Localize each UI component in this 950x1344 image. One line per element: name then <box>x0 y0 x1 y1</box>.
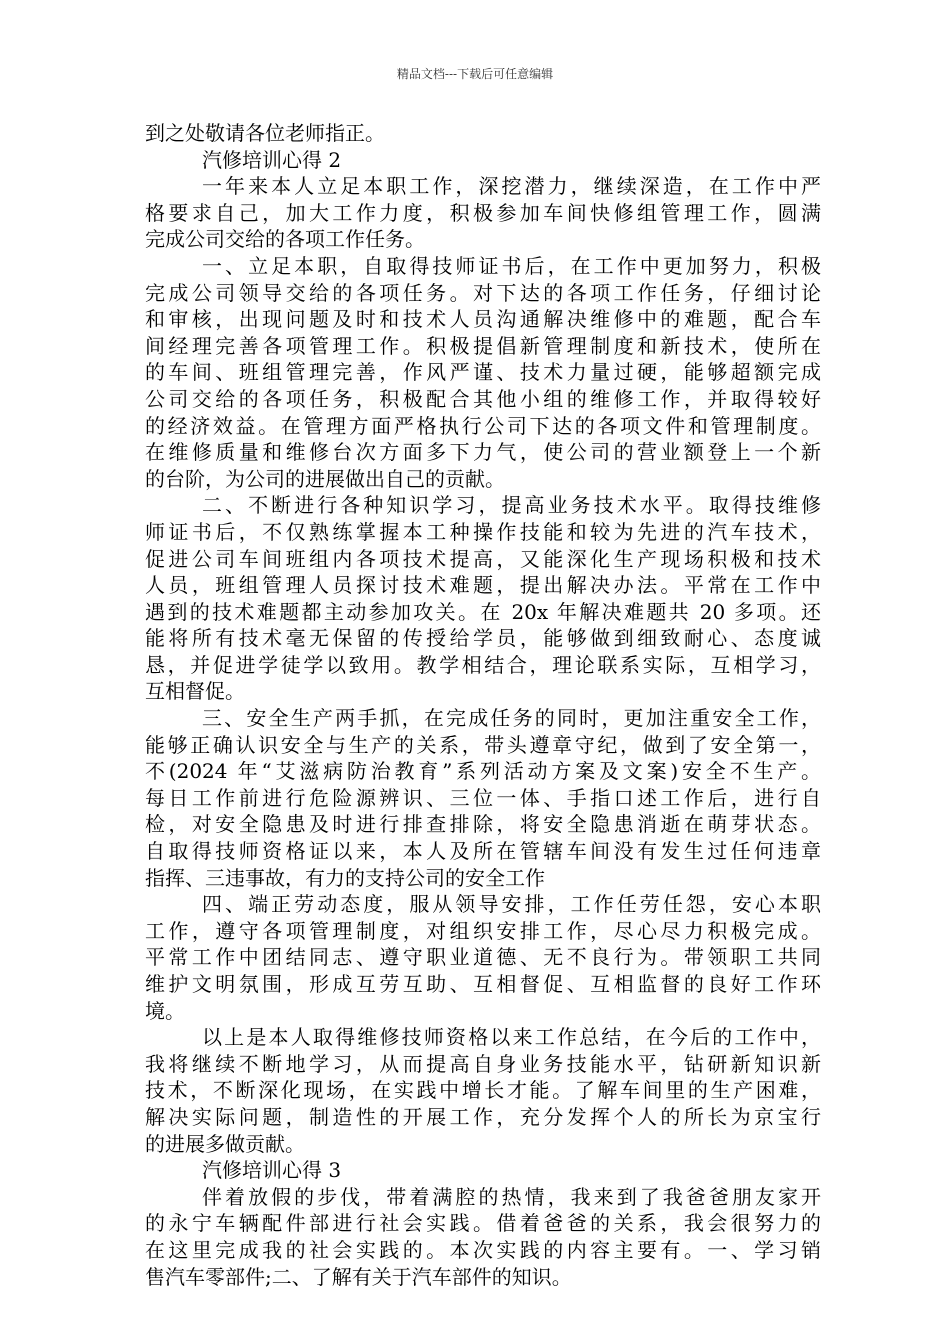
text-line: 检，对安全隐患及时进行排查排除，将安全隐患消逝在萌芽状态。 <box>145 812 821 837</box>
text-line: 四、端正劳动态度，服从领导安排，工作任劳任怨，安心本职 <box>202 892 821 917</box>
text-line: 我将继续不断地学习，从而提高自身业务技能水平，钻研新知识新 <box>145 1051 821 1076</box>
text-line: 能够正确认识安全与生产的关系，带头遵章守纪，做到了安全第一， <box>145 732 821 757</box>
text-line: 每日工作前进行危险源辨识、三位一体、手指口述工作后，进行自 <box>145 785 821 810</box>
text-line: 售汽车零部件;二、了解有关于汽车部件的知识。 <box>145 1264 572 1289</box>
text-line: 一、立足本职，自取得技师证书后，在工作中更加努力，积极 <box>202 253 821 278</box>
text-line: 恳，并促进学徒学以致用。教学相结合，理论联系实际，互相学习， <box>145 652 821 677</box>
text-line: 完成公司交给的各项工作任务。 <box>145 227 425 252</box>
text-line: 人员，班组管理人员探讨技术难题，提出解决办法。平常在工作中 <box>145 573 821 598</box>
text-line: 的经济效益。在管理方面严格执行公司下达的各项文件和管理制度。 <box>145 413 821 438</box>
text-line: 技术，不断深化现场，在实践中增长才能。了解车间里的生产困难， <box>145 1078 821 1103</box>
text-line: 完成公司领导交给的各项任务。对下达的各项工作任务，仔细讨论 <box>145 280 821 305</box>
text-line: 解决实际问题，制造性的开展工作，充分发挥个人的所长为京宝行 <box>145 1104 821 1129</box>
text-line: 的进展多做贡献。 <box>145 1131 305 1156</box>
text-line: 一年来本人立足本职工作，深挖潜力，继续深造，在工作中严 <box>202 174 821 199</box>
text-line: 以上是本人取得维修技师资格以来工作总结，在今后的工作中， <box>202 1025 821 1050</box>
page-header: 精品文档---下载后可任意编辑 <box>396 67 554 81</box>
text-line: 在维修质量和维修台次方面多下力气，使公司的营业额登上一个新 <box>145 440 821 465</box>
text-line: 的永宁车辆配件部进行社会实践。借着爸爸的关系，我会很努力的 <box>145 1211 821 1236</box>
text-line: 维护文明氛围，形成互劳互助、互相督促、互相监督的良好工作环 <box>145 972 821 996</box>
text-line: 的车间、班组管理完善，作风严谨、技术力量过硬，能够超额完成 <box>145 360 821 385</box>
text-line: 公司交给的各项任务，积极配合其他小组的维修工作，并取得较好 <box>145 386 821 411</box>
text-line: 二、不断进行各种知识学习，提高业务技术水平。取得技维修 <box>202 493 821 518</box>
text-line: 的台阶，为公司的进展做出自己的贡献。 <box>145 466 505 491</box>
text-line: 不(2024 年“艾滋病防治教育”系列活动方案及文案)安全不生产。 <box>145 759 821 784</box>
text-line: 汽修培训心得 2 <box>202 147 342 172</box>
text-line: 工作，遵守各项管理制度，对组织安排工作，尽心尽力积极完成。 <box>145 918 821 943</box>
text-line: 师证书后，不仅熟练掌握本工种操作技能和较为先进的汽车技术， <box>145 519 821 544</box>
text-line: 境。 <box>145 998 185 1023</box>
text-line: 指挥、三违事故，有力的支持公司的安全工作 <box>145 865 545 890</box>
text-line: 伴着放假的步伐，带着满腔的热情，我来到了我爸爸朋友家开 <box>202 1184 821 1209</box>
document-body <box>145 120 821 1290</box>
text-line: 到之处敬请各位老师指正。 <box>145 121 385 145</box>
text-line: 互相督促。 <box>145 679 245 704</box>
text-line: 在这里完成我的社会实践的。本次实践的内容主要有。一、学习销 <box>145 1237 821 1262</box>
text-line: 遇到的技术难题都主动参加攻关。在 20x 年解决难题共 20 多项。还 <box>145 599 821 624</box>
text-line: 汽修培训心得 3 <box>202 1158 342 1183</box>
text-line: 和审核，出现问题及时和技术人员沟通解决维修中的难题，配合车 <box>145 307 821 332</box>
text-line: 能将所有技术毫无保留的传授给学员，能够做到细致耐心、态度诚 <box>145 626 821 651</box>
text-line: 自取得技师资格证以来，本人及所在管辖车间没有发生过任何违章 <box>145 839 821 864</box>
text-line: 三、安全生产两手抓，在完成任务的同时，更加注重安全工作， <box>202 706 821 731</box>
text-line: 间经理完善各项管理工作。积极提倡新管理制度和新技术，使所在 <box>145 333 821 358</box>
text-line: 促进公司车间班组内各项技术提高，又能深化生产现场积极和技术 <box>145 546 821 571</box>
text-line: 平常工作中团结同志、遵守职业道德、无不良行为。带领职工共同 <box>145 945 821 970</box>
text-line: 格要求自己，加大工作力度，积极参加车间快修组管理工作，圆满 <box>145 200 821 225</box>
